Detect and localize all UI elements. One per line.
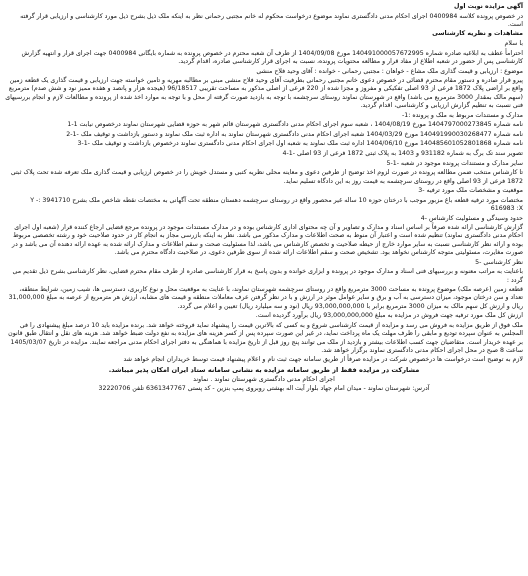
document-item-1-2: نامه شماره 140491990030268477 مورخ 1404/03/29 شعبه اجرای احکام مدنی دادگستری شهرستان نماوند به اداره ثبت ملک نماوند و دستور بازداشت و توقیف ملک -1-2: [66, 130, 523, 138]
property-description: مختصات مورد ترفیه قطعه باغ مزبور موجب با درختان حوزه 10 ساله غیر محصور واقع در روستای سرچشمه دهستان منطقه تحت آگهانی به مختصات نقطه شاخص ملک بشرح 3941710 :Y - 616983 :X: [30, 196, 523, 212]
salutation: با سلام: [504, 40, 523, 48]
subject-line: موضوع : ارزیابی و قیمت گذاری ملک مشاع - خواهان : مجتبی رحمانی - خوانده : آقای وحید فلاح منشی: [256, 67, 523, 75]
document-item-1-4: تصویر سند تک برگ به شماره 931182 و 1403 به پلاک ثبتی 1872 فرعی از 93 اصلی -1-4: [282, 150, 523, 158]
section-heading-scope: حدود وسیدگی و مسئولیت کارشناس -4: [420, 214, 523, 222]
system-notice: مشارکت در مزایده فقط از طریق سامانه مزایده به نشانی سامانه ستاد ایران امکان پذیر میباشد.: [108, 366, 420, 374]
registration-note: لازم به توضیح است درخواست ها درخصوص شرکت در مزایده صرفاً از طریق سامانه جهت ثبت نام و اعلام پیشنهاد قیمت توسط خریداران انجام خواهد شد: [123, 356, 523, 364]
section-heading-documents: مدارک و مستندات مربوط به ملک و پرونده :1-: [401, 111, 523, 119]
notice-title: آگهی مزایده نوبت اول: [454, 3, 523, 10]
document-item-1-1: نامه شماره 1404797000273845 مورخ 1404/08/19 ، شعبه سوم اجرای احکام مدنی دادگستری شهرستان قائم شهر به حوزه قضایی شهرستان نماوند درخصوص نیابت 1-1: [67, 121, 523, 129]
document-item-1-3: نامه شماره 140485601052801868 مورخ 1404/06/10 اداره ثبت ملک نماوند به شعبه اول اجرای احکام مدنی دادگستری نماوند درخصوص بازداشت و توقیف ملک -1-3: [77, 140, 523, 148]
auction-terms-paragraph: ملک فوق از طریق مزایده به فروش می رسد و مزایده از قیمت کارشناسی شروع و به کسی که بالاترین قیمت را پیشنهاد نماید فروخته خواهد شد. برنده مزایده باید 10 درصد مبلغ پیشنهادی را فی المجلس به عنوان سپرده تودیع و مابقی را ظرف مهلت یک ماه پرداخت نماید، در غیر این صورت سپرده پس از کسر هزینه های مزایده به نفع دولت ضبط خواهد شد. هزینه های نقل و انتقال طبق قانون بر عهده خریدار است. متقاضیان جهت کسب اطلاعات بیشتر و بازدید از ملک می توانند پنج روز قبل از تاریخ مزایده با هماهنگی به دفتر اجرای احکام مدنی مراجعه نمایند. مزایده در تاریخ 1405/03/07 ساعت 8 صبح در محل اجرای احکام مدنی دادگستری نماوند برگزار خواهد شد.: [8, 321, 523, 354]
total-value-line: ارزش کل ملک مورد ترفیه جهت فروش در مزایده به مبلغ 93,000,000,000 ریال برآورد گردیده است.: [255, 312, 523, 320]
referral-paragraph: احتراماً عطف به ابلاغیه صادره شماره 140491000057672995 مورخ 1404/09/08 از طرف آن شعبه محترم در خصوص پرونده به شماره بایگانی 0400984 جهت اجرای قرار و انتهیه گزارش کارشناسی پس از حضور در شعبه اطلاع از مفاد قرار و مطالعه محتویات پرونده، نسبت به اجرای قرار کارشناسی صادره، اقدام گردید.: [21, 49, 523, 65]
address-line: آدرس: شهرستان نماوند - میدان امام جهاد بلوار آیت اله بهشتی روبروی پمپ بنزین - کد پستی 6361347767 تلفن 32220706: [98, 385, 430, 393]
opinion-intro: باعنایت به مراتب معنونه و بررسیهای فنی اسناد و مدارک موجود در پرونده و ابزاری خوانده و بدون پاسخ به قرار کارشناسی صادره از طرف مقام محترم قضایی، نظر کارشناسی بشرح ذیل تقدیم می گردد :: [12, 268, 523, 284]
section-heading-observations: مشاهدات و نظریه کارشناسی: [432, 30, 523, 38]
background-paragraph: پیرو قرار صادره و دستور مقام محترم قضائی در خصوص دعوی خانم مجتبی رحمانی بطرفیت آقای وحید فلاح منشی مبنی بر مطالبه مهریه و تامین خواسته جهت ارزیابی و قیمت گذاری یک قطعه زمین واقع بر اراضی پلاک 1872 فرعی از 93 اصلی تفکیکی و مفروز و مجزا شده از 220 فرعی از اصلی مذکور به مساحت تقریبی 96/18517 (هیجده هزار و پانصد و هفده ممیز نود و شش صدم) مترمربع (سهم مالک بمقدار 3000 مترمربع می باشد) واقع در شهرستان نماوند روستای سرچشمه با توجه به بازدید صورت گرفته از محل و با توجه به موارد اخذ شده از پرونده و مطالعات لازم و انجام بررسیهای فنی نسبت به تنظیم گزارش ارزیابی و کارشناسی، اقدام گردید.: [5, 77, 523, 110]
document-item-1-5: سایر مدارک و مستندات پرونده موجود در شعبه -1-5: [386, 159, 523, 167]
section-heading-property: موقعیت و مشخصات ملک مورد ترفیه -3: [418, 187, 523, 195]
scope-paragraph: گزارش کارشناسی ارائه شده صرفاً بر اساس اسناد و مدارک و تصاویر و آن چه محتوای اداری کارشناس بوده و در مدارک مستندات موجود در پرونده مرجع قضایی ارجاع کننده قرار (شعبه اول اجرای احکام مدنی دادگستری نماوند) تنظیم شده است و اعتبار آن منوط به صحت اطلاعات و مدارک مذکور می باشد. نظر به اینکه بازرسی مجاز به انجام کار در حدود صلاحیت خود و رشته تخصصی مربوط بوده و ارائه نظر کارشناسی نسبت به سایر موارد خارج از حیطه صلاحیت و تخصص کارشناس می باشد، لذا مسئولیت صحت و سقم اطلاعات و مدارک ارائه شده به عهده ارائه دهنده آن می باشد و در صورت مغایرت، مسئولیتی متوجه کارشناس نخواهد بود. تشخیص صحت و سقم اطلاعات ارائه شده از سوی طرفین دعوی، در صلاحیت دادگاه محترم می باشد.: [11, 224, 523, 257]
section-heading-opinion: نظر کارشناسی -5: [475, 258, 523, 266]
assignment-paragraph: تا کارشناس منتخب ضمن مطالعه پرونده در صورت لزوم اخذ توضیح از طرفین دعوی و معاینه محلی نظریه کتبی و مستدل خویش را در خصوص ارزیابی و قیمت گذاری ملک تعرفه شده تحت پلاک ثبتی 1872 فرعی از 93 اصلی واقع در روستای سرچشمه به قیمت روز به این دادگاه تسلیم نماید.: [10, 169, 523, 185]
issuer-line: اجرای احکام مدنی دادگستری شهرستان نماوند . نماوند: [193, 375, 335, 383]
valuation-paragraph: قطعه زمین (عرصه ملک) موضوع پرونده به مساحت 3000 مترمربع واقع در روستای سرچشمه شهرستان نماوند، با عنایت به موقعیت محل و نوع کاربری، دسترسی ها، شیب زمین، شرایط منطقه، تعداد و سن درختان موجود، میزان دسترسی به آب و برق و سایر عوامل موثر در ارزش و با در نظر گرفتن عرف معاملات منطقه و قیمت های مشابه، ارزش هر مترمربع از عرصه به مبلغ 31,000,000 ریال و ارزش کل سهم مالک به میزان 3000 مترمربع برابر با 93,000,000,000 ریال (نود و سه میلیارد ریال) تعیین و اعلام می گردد.: [8, 286, 523, 310]
case-intro-paragraph: در خصوص پرونده کلاسه 0400984 اجرای احکام مدنی دادگستری نماوند موضوع درخواست محکوم له خانم مجتبی رحمانی نظر به اینکه ملک ذیل بشرح ذیل مورد کارشناسی و ارزیابی قرار گرفته است.: [20, 12, 523, 28]
